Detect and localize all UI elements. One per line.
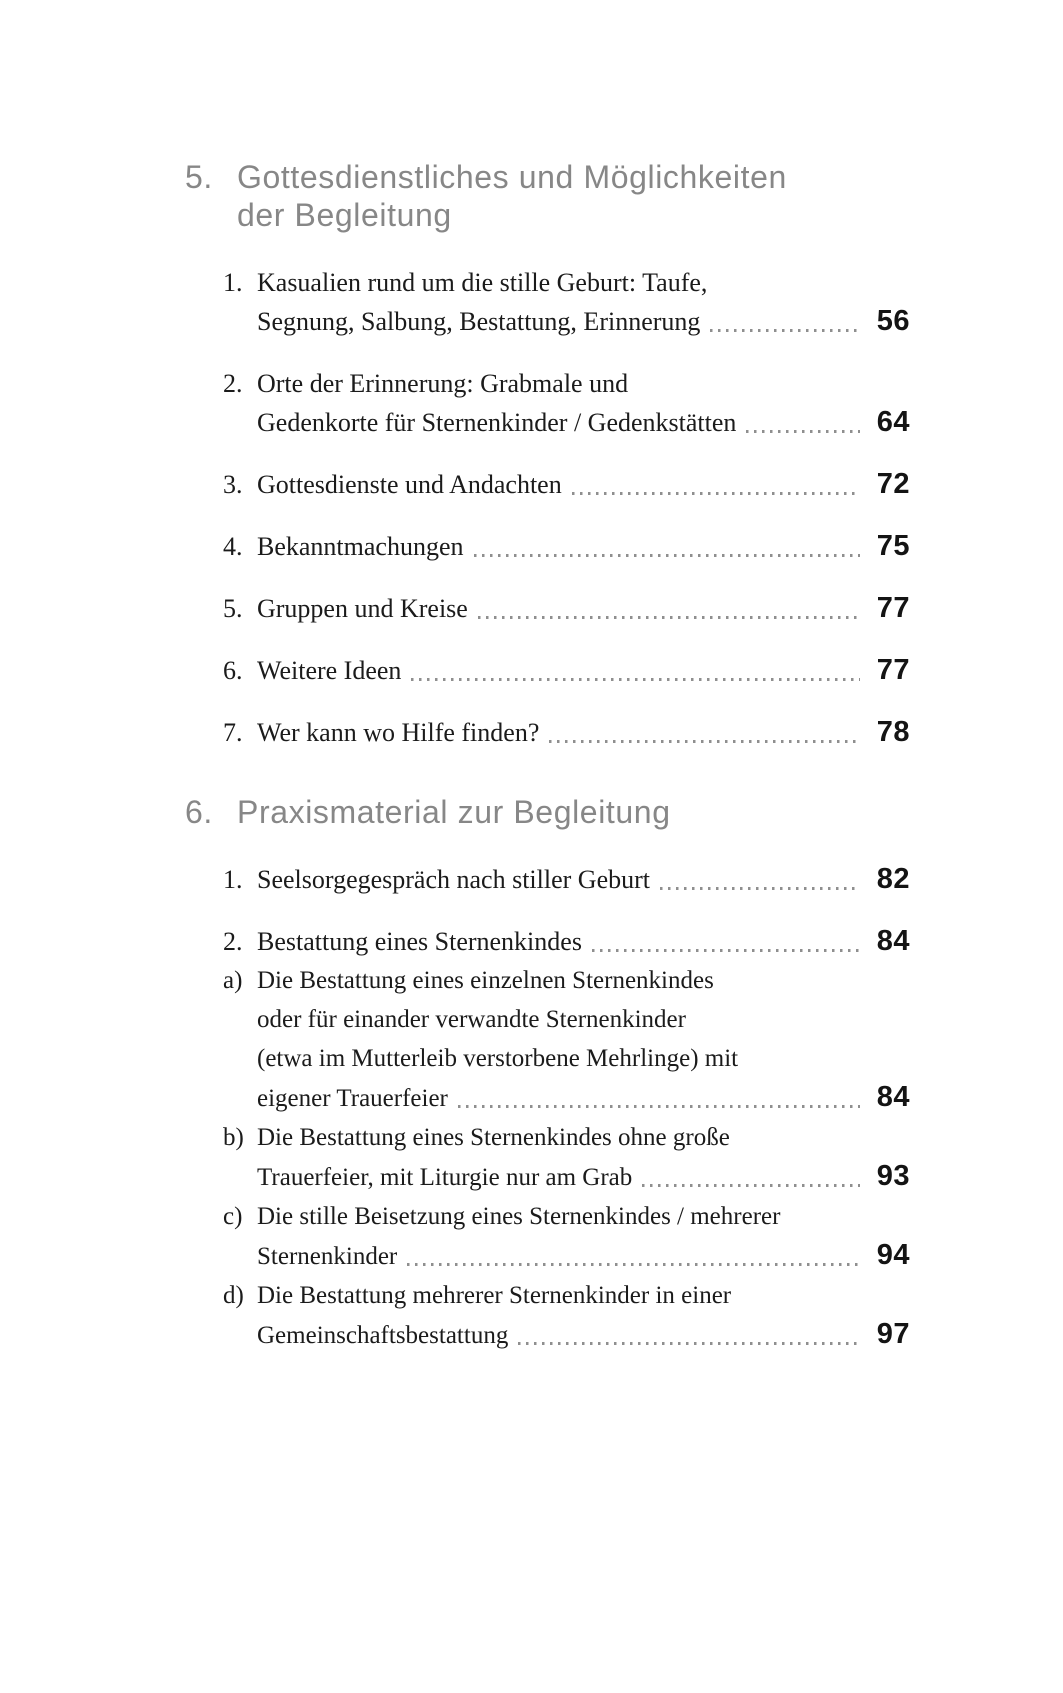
- page-number: 93: [876, 1160, 910, 1192]
- section-heading: [185, 158, 910, 234]
- entry-text: Segnung, Salbung, Bestattung, Erinnerung: [257, 307, 701, 336]
- entry-text: Bekanntmachungen: [257, 532, 464, 561]
- entry-text: Gemeinschaftsbestattung: [257, 1322, 509, 1349]
- toc-section-5: [185, 158, 910, 752]
- entry-text: Orte der Erinnerung: Grabmale und: [257, 369, 629, 398]
- dot-leader: [407, 1263, 860, 1266]
- toc-entry-line: [223, 527, 910, 566]
- toc-subentry: [223, 1197, 910, 1276]
- entry-text: Die Bestattung mehrerer Sternenkinder in einer: [257, 1282, 732, 1309]
- section-title-line: Praxismaterial zur Begleitung: [237, 794, 671, 830]
- toc-entry-line: [223, 713, 910, 752]
- subentry-letter: a): [223, 967, 243, 994]
- toc-entry-line: [223, 1118, 910, 1157]
- toc-entry: [223, 465, 910, 504]
- entry-text: eigener Trauerfeier: [257, 1085, 448, 1112]
- entry-number: 2.: [223, 927, 243, 956]
- section-title: [237, 158, 910, 234]
- dot-leader: [746, 430, 860, 433]
- toc-entry-line: [223, 263, 910, 302]
- toc-entry-line: [223, 1236, 910, 1276]
- entry-number: 3.: [223, 470, 243, 499]
- section-number: 6.: [185, 794, 213, 830]
- toc-entry: [223, 860, 910, 899]
- entry-text: oder für einander verwandte Sternenkinder: [257, 1006, 686, 1033]
- subentry-letter: c): [223, 1203, 243, 1230]
- dot-leader: [478, 616, 860, 619]
- toc-entry: [223, 263, 910, 341]
- page-number: 84: [876, 1081, 910, 1113]
- section-title-line: der Begleitung: [237, 197, 452, 233]
- entry-text: Gottesdienste und Andachten: [257, 470, 562, 499]
- page-number: 56: [876, 305, 910, 337]
- entry-number: 2.: [223, 369, 243, 398]
- toc-entry-line: [223, 651, 910, 690]
- dot-leader: [474, 554, 861, 557]
- toc-entry-line: [223, 1157, 910, 1197]
- page-number: 72: [876, 468, 910, 500]
- page-number: 75: [876, 530, 910, 562]
- toc-entry-line: [223, 922, 910, 961]
- page-number: 77: [876, 654, 910, 686]
- toc-subentry: [223, 1276, 910, 1355]
- page-number: 82: [876, 863, 910, 895]
- section-number: 5.: [185, 159, 213, 195]
- dot-leader: [549, 740, 860, 743]
- entry-number: 4.: [223, 532, 243, 561]
- entry-text: Die stille Beisetzung eines Sternenkindes / mehrerer: [257, 1203, 781, 1230]
- dot-leader: [518, 1342, 860, 1345]
- toc-entry: [223, 922, 910, 961]
- dot-leader: [660, 887, 860, 890]
- page-number: 84: [876, 925, 910, 957]
- toc-subentries: [223, 961, 910, 1355]
- entry-text: Wer kann wo Hilfe finden?: [257, 718, 540, 747]
- entry-number: 7.: [223, 718, 243, 747]
- page-number: 97: [876, 1318, 910, 1350]
- toc-entry: [223, 651, 910, 690]
- toc-subentry: [223, 961, 910, 1118]
- entry-text: Trauerfeier, mit Liturgie nur am Grab: [257, 1164, 633, 1191]
- dot-leader: [710, 329, 860, 332]
- page-number: 94: [876, 1239, 910, 1271]
- toc-entry: [223, 527, 910, 566]
- toc-entry-line: [223, 302, 910, 341]
- dot-leader: [458, 1105, 860, 1108]
- entry-text: (etwa im Mutterleib verstorbene Mehrlinge) mit: [257, 1045, 739, 1072]
- toc-entry-line: [223, 961, 910, 1000]
- entry-number: 1.: [223, 268, 243, 297]
- toc-entry-line: [223, 1078, 910, 1118]
- section-title: [237, 793, 910, 831]
- toc-entry: [223, 589, 910, 628]
- dot-leader: [572, 492, 860, 495]
- entry-text: Sternenkinder: [257, 1243, 398, 1270]
- entry-text: Gruppen und Kreise: [257, 594, 468, 623]
- toc-entry-line: [223, 364, 910, 403]
- toc-entry-line: [223, 403, 910, 442]
- toc-entry-line: [223, 1276, 910, 1315]
- toc-entry-line: [223, 1197, 910, 1236]
- dot-leader: [592, 949, 860, 952]
- toc-subentry: [223, 1118, 910, 1197]
- page-number: 78: [876, 716, 910, 748]
- entry-number: 6.: [223, 656, 243, 685]
- subentry-letter: d): [223, 1282, 244, 1309]
- entry-text: Die Bestattung eines Sternenkindes ohne große: [257, 1124, 730, 1151]
- subentry-letter: b): [223, 1124, 244, 1151]
- toc-entry-line: [223, 465, 910, 504]
- dot-leader: [411, 678, 860, 681]
- toc-entry-line: [223, 1315, 910, 1355]
- entry-number: 5.: [223, 594, 243, 623]
- entry-text: Seelsorgegespräch nach stiller Geburt: [257, 865, 650, 894]
- entry-text: Weitere Ideen: [257, 656, 402, 685]
- toc-entry-line: [223, 589, 910, 628]
- section-title-line: Gottesdienstliches und Möglichkeiten: [237, 159, 787, 195]
- toc-entry: [223, 713, 910, 752]
- dot-leader: [642, 1184, 860, 1187]
- entry-text: Gedenkorte für Sternenkinder / Gedenkstätten: [257, 408, 737, 437]
- entry-text: Die Bestattung eines einzelnen Sternenkindes: [257, 967, 714, 994]
- toc-entry-line: [223, 1039, 910, 1078]
- entry-number: 1.: [223, 865, 243, 894]
- toc-entry-line: [223, 1000, 910, 1039]
- toc-entry-line: [223, 860, 910, 899]
- entry-text: Kasualien rund um die stille Geburt: Taufe,: [257, 268, 708, 297]
- page-number: 64: [876, 406, 910, 438]
- entry-text: Bestattung eines Sternenkindes: [257, 927, 582, 956]
- section-heading: [185, 793, 910, 831]
- toc-section-6: [185, 793, 910, 1355]
- toc-entry: [223, 364, 910, 442]
- page-number: 77: [876, 592, 910, 624]
